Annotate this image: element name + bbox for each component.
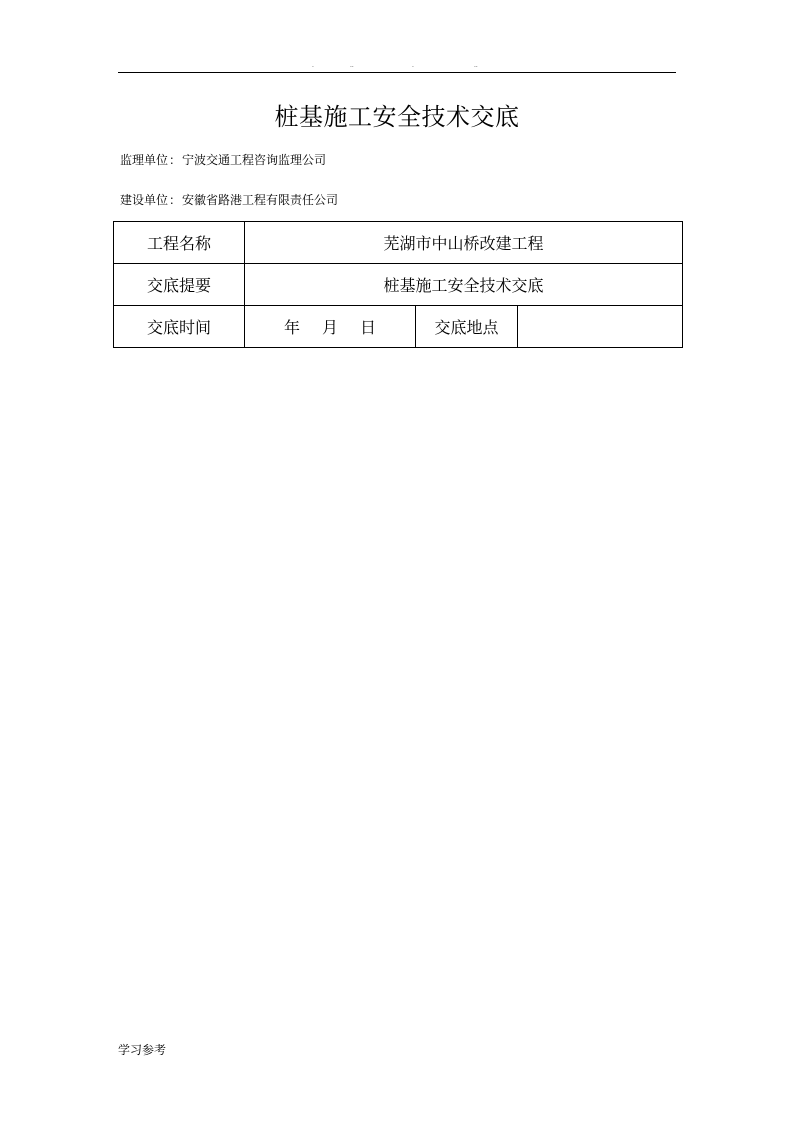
supervision-unit-line [120,152,326,168]
date-month-unit: 月 [321,318,338,337]
supervision-unit-label: 监理单位 [120,153,169,167]
construction-unit-separator: ： [169,193,182,207]
supervision-unit-separator: ： [169,153,182,167]
briefing-table [113,221,683,348]
document-title: 桩基施工安全技术交底 [274,103,520,131]
header-mark: . [312,62,314,69]
construction-unit-line [120,192,338,208]
construction-unit-label: 建设单位 [120,193,169,207]
construction-unit-value: 安徽省路港工程有限责任公司 [182,193,339,207]
project-name-label: 工程名称 [114,222,245,264]
footer-note: 学习参考 [118,1043,167,1057]
project-name-value: 芜湖市中山桥改建工程 [245,222,683,264]
briefing-summary-value: 桩基施工安全技术交底 [245,264,683,306]
header-marks [118,60,676,72]
header-mark: .. [350,62,354,69]
briefing-time-label: 交底时间 [114,306,245,348]
table-row [114,306,683,348]
header-mark: . [412,62,414,69]
header-divider [118,72,676,73]
briefing-time-value [245,306,416,348]
briefing-summary-label: 交底提要 [114,264,245,306]
table-row [114,264,683,306]
briefing-place-value [518,306,683,348]
table-row [114,222,683,264]
date-day-unit: 日 [360,318,377,337]
date-year-unit: 年 [283,318,300,337]
header-mark: .. [474,62,478,69]
supervision-unit-value: 宁波交通工程咨询监理公司 [182,153,327,167]
briefing-place-label: 交底地点 [416,306,518,348]
